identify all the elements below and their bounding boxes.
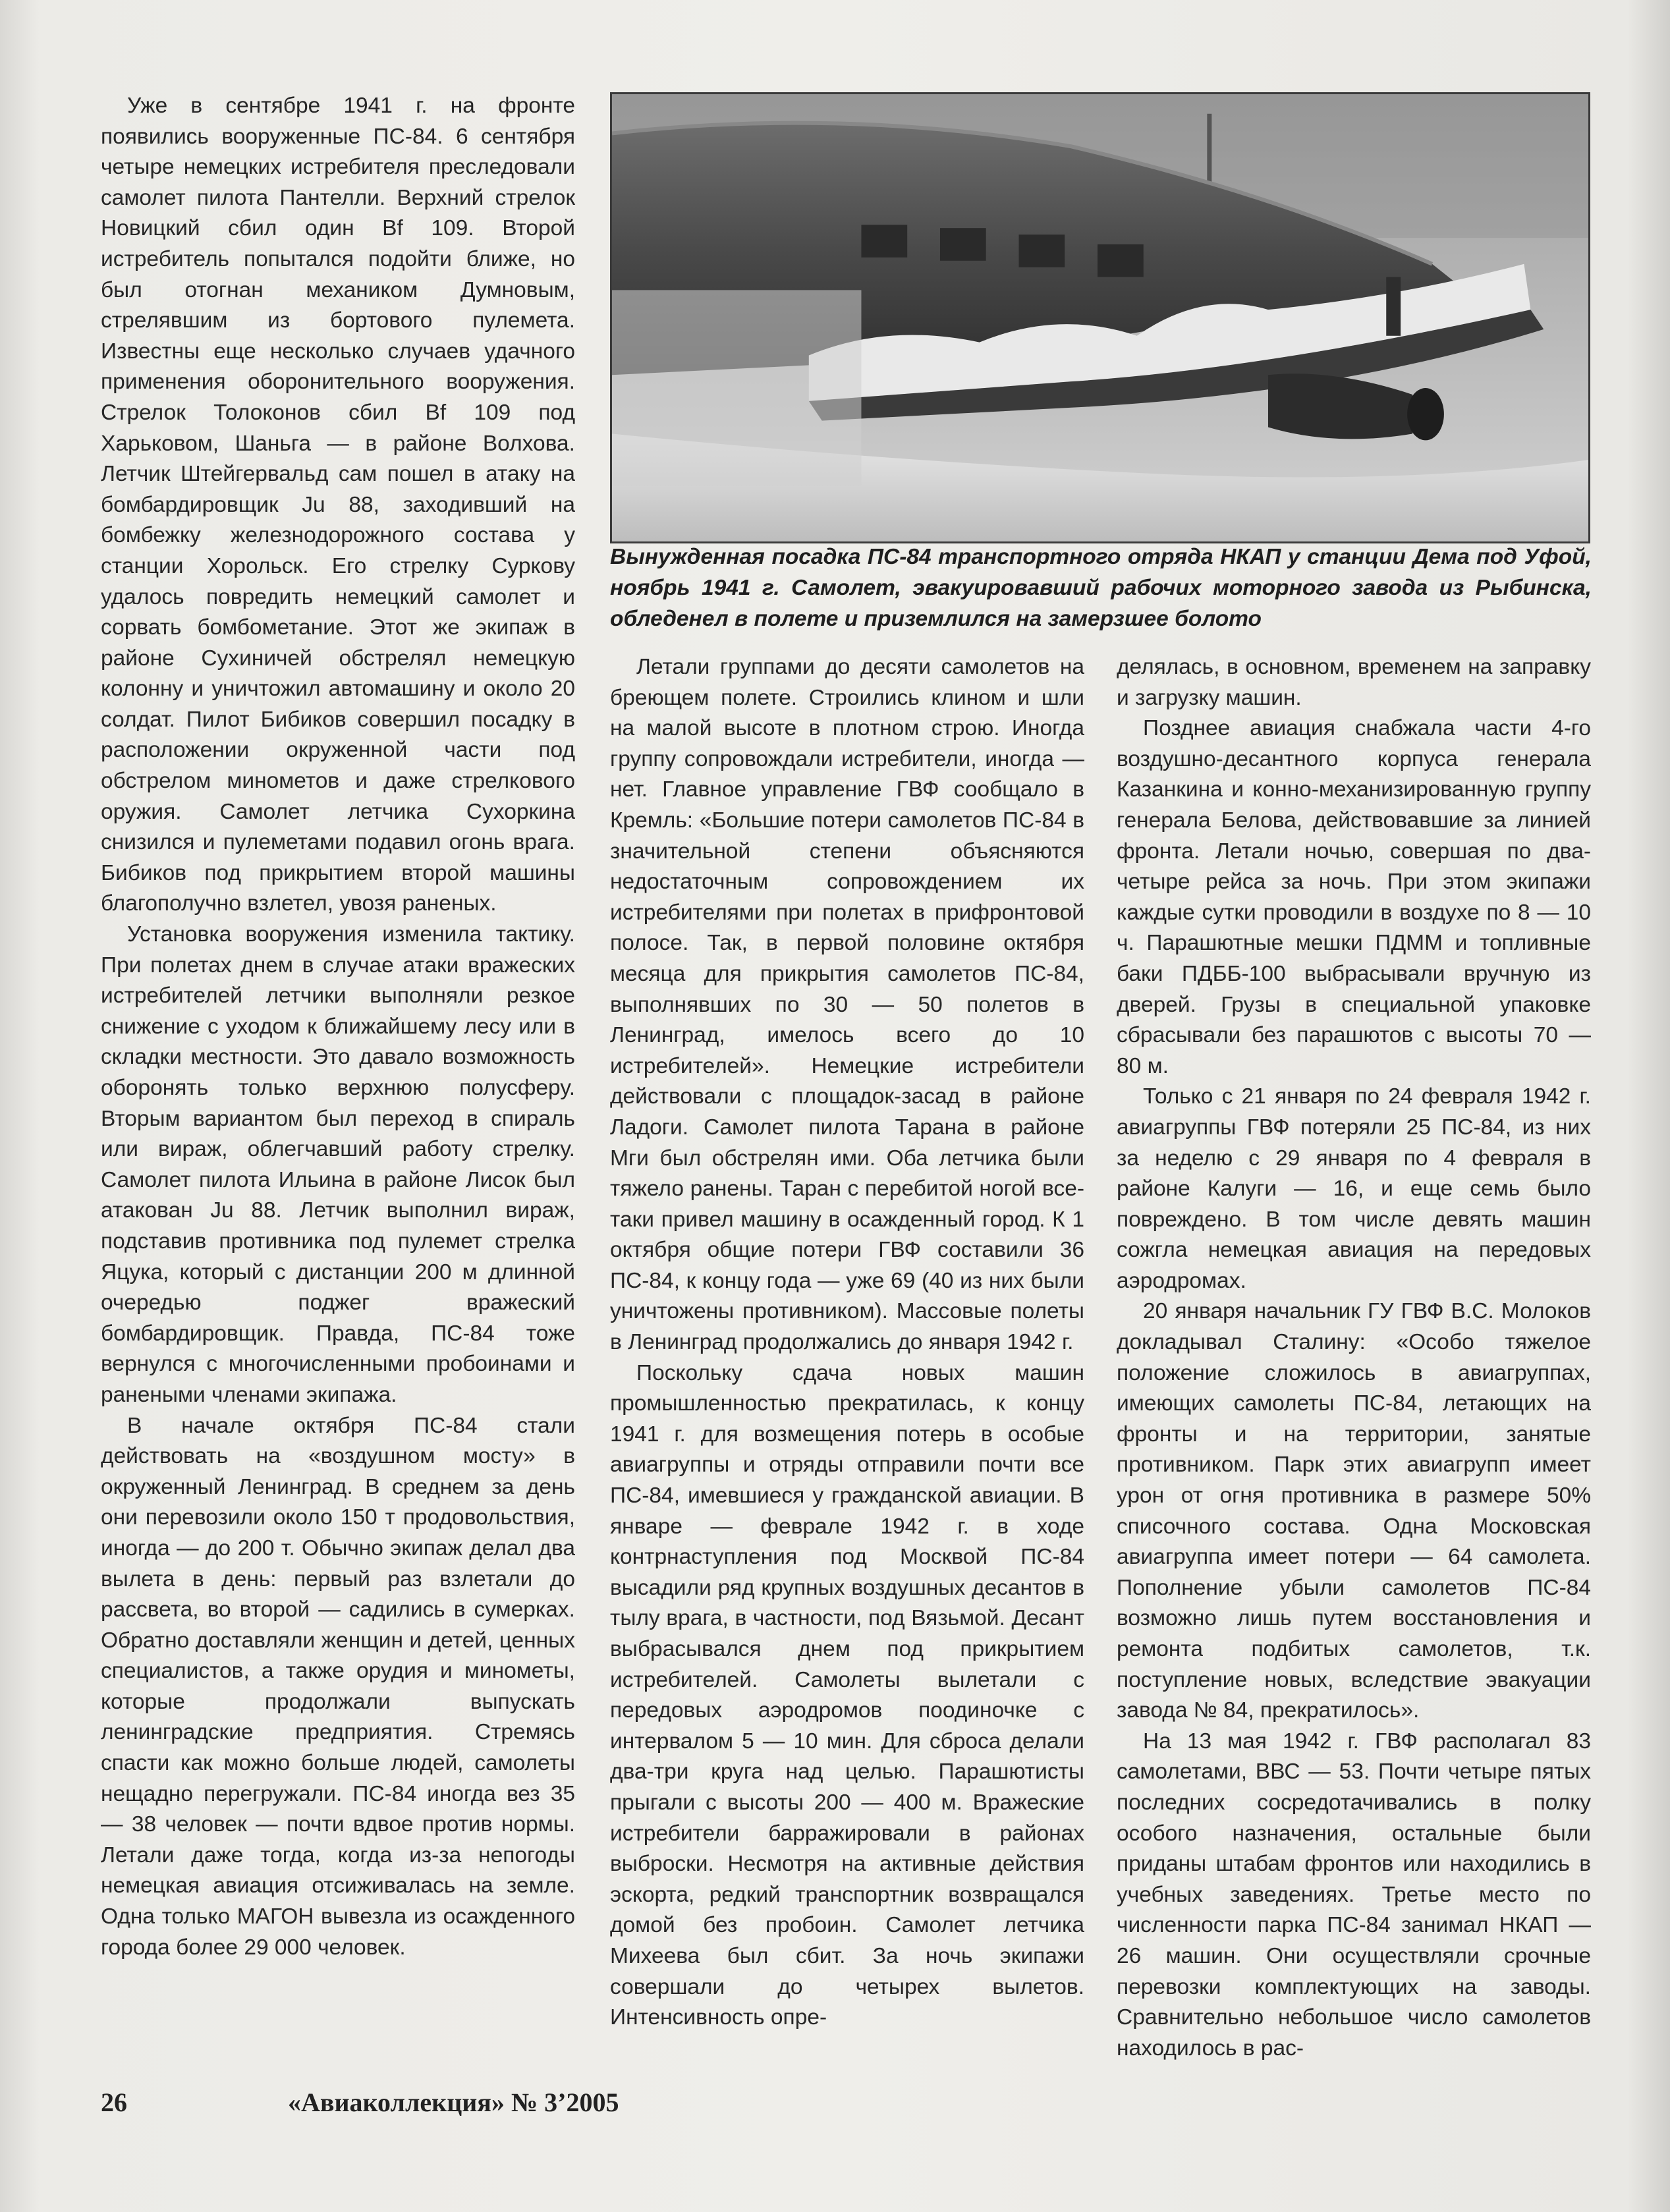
aircraft-photo	[610, 92, 1590, 543]
paragraph: Только с 21 января по 24 февраля 1942 г. авиагруппы ГВФ потеряли 25 ПС-84, из них за неделю с 29 января по 4 февраля в районе Калуги — 16, и еще семь было повреждено. В том числе девять машин сожгла немецкая авиация на передовых аэродромах.	[1117, 1084, 1591, 1293]
text-column-right	[1117, 652, 1591, 2064]
paragraph: Позднее авиация снабжала части 4-го воздушно-десантного корпуса генерала Казанкина и конно-механизированную группу генерала Белова, действовавшие за линией фронта. Летали ночью, совершая по два-четыре рейса за ночь. При этом экипажи каждые сутки проводили в воздухе по 8 — 10 ч. Парашютные мешки ПДММ и топливные баки ПДББ-100 выбрасывали вручную из дверей. Грузы в специальной упаковке сбрасывали без парашютов с высоты 70 — 80 м.	[1117, 716, 1591, 1078]
paragraph: 20 января начальник ГУ ГВФ В.С. Молоков докладывал Сталину: «Особо тяжелое положение сложилось в авиагруппах, имеющих самолеты ПС-84, летающих на фронты и на территории, занятые противником. Парк этих авиагрупп имеет урон от огня противника в размере 50% списочного состава. Одна Московская авиагруппа имеет потери — 64 самолета. Пополнение убыли самолетов ПС-84 возможно лишь путем восстановления и ремонта подбитых самолетов, т.к. поступление новых, вследствие эвакуации завода № 84, прекратилось».	[1117, 1299, 1591, 1723]
paragraph: Поскольку сдача новых машин промышленностью прекратилась, к концу 1941 г. для возмещения потерь в особые авиагруппы и отряды отправили почти все ПС-84, имевшиеся у гражданской авиации. В январе — феврале 1942 г. в ходе контрнаступления под Москвой ПС-84 высадили ряд крупных воздушных десантов в тылу врага, в частности, под Вязьмой. Десант выбрасывался днем под прикрытием истребителей. Самолеты вылетали с передовых аэродромов поодиночке с интервалом 5 — 10 мин. Для сброса делали два-три круга над целью. Парашютисты прыгали с высоты 200 — 400 м. Вражеские истребители барражировали в районах выброски. Несмотря на активные действия эскорта, редкий транспортник возвращался домой без пробоин. Самолет летчика Михеева был сбит. За ночь экипажи совершали до четырех вылетов. Интенсивность опре-	[610, 1360, 1084, 2030]
paragraph: делялась, в основном, временем на заправку и загрузку машин.	[1117, 655, 1591, 710]
paragraph: Уже в сентябре 1941 г. на фронте появились вооруженные ПС-84. 6 сентября четыре немецких истребителя преследовали самолет пилота Пантелли. Верхний стрелок Новицкий сбил один Bf 109. Второй истребитель попытался подойти ближе, но был отогнан механиком Думновым, стрелявшим из бортового пулемета. Известны еще несколько случаев удачного применения оборонительного вооружения. Стрелок Толоконов сбил Bf 109 под Харьковом, Шаньга — в районе Волхова. Летчик Штейгервальд сам пошел в атаку на бомбардировщик Ju 88, заходивший на бомбежку железнодорожного состава у станции Хорольск. Его стрелку Суркову удалось повредить немецкий самолет и сорвать бомбометание. Этот же экипаж в районе Сухиничей обстрелял немецкую колонну и уничтожил автомашину и около 20 солдат. Пилот Бибиков совершил посадку в расположении окруженной части под обстрелом минометов и даже стрелкового оружия. Самолет летчика Сухоркина снизился и пулеметами подавил огонь врага. Бибиков под прикрытием второй машины благополучно взлетел, увозя раненых.	[101, 94, 575, 916]
paragraph: Летали группами до десяти самолетов на бреющем полете. Строились клином и шли на малой высоте в плотном строю. Иногда группу сопровождали истребители, иногда — нет. Главное управление ГВФ сообщало в Кремль: «Большие потери самолетов ПС-84 в значительной степени объясняются недостаточным сопровождением их истребителями при полетах в прифронтовой полосе. Так, в первой половине октября месяца для прикрытия самолетов ПС-84, выполнявших по 30 — 50 полетов в Ленинград, имелось всего до 10 истребителей». Немецкие истребители действовали с площадок-засад в районе Ладоги. Самолет пилота Тарана в районе Мги был обстрелян ими. Оба летчика были тяжело ранены. Таран с перебитой ногой все-таки привел машину в осажденный город. К 1 октября общие потери ГВФ составили 36 ПС-84, к концу года — уже 69 (40 из них были уничтожены противником). Массовые полеты в Ленинград продолжались до января 1942 г.	[610, 655, 1084, 1355]
paragraph: На 13 мая 1942 г. ГВФ располагал 83 самолетами, ВВС — 53. Почти четыре пятых последних сосредотачивались в полку особого назначения, остальные были приданы штабам фронтов или находились в учебных заведениях. Третье место по численности парка ПС-84 занимал НКАП — 26 машин. Они осуществляли срочные перевозки комплектующих на заводы. Сравнительно небольшое число самолетов находилось в рас-	[1117, 1728, 1591, 2060]
journal-issue: «Авиаколлекция» № 3’2005	[288, 2088, 619, 2117]
page-footer	[101, 2087, 694, 2126]
page-number: 26	[101, 2088, 127, 2117]
text-column-left	[101, 91, 575, 1963]
text-column-middle	[610, 652, 1084, 2033]
photo-caption: Вынужденная посадка ПС-84 транспортного отряда НКАП у станции Дема под Уфой, ноябрь 1941 г. Самолет, эвакуировавший рабочих моторного завода из Рыбинска, обледенел в полете и приземлился на замерзшее болото	[610, 545, 1592, 631]
aircraft-photo-image	[612, 94, 1588, 541]
paragraph: Установка вооружения изменила тактику. При полетах днем в случае атаки вражеских истребителей летчики выполняли резкое снижение с уходом к ближайшему лесу или в складки местности. Это давало возможность оборонять только верхнюю полусферу. Вторым вариантом был переход в спираль или вираж, облегчавший работу стрелку. Самолет пилота Ильина в районе Лисок был атакован Ju 88. Летчик выполнил вираж, подставив противника под пулемет стрелка Яцука, который с дистанции 200 м длинной очередью поджег вражеский бомбардировщик. Правда, ПС-84 тоже вернулся с многочисленными пробоинами и ранеными членами экипажа.	[101, 922, 575, 1407]
paragraph: В начале октября ПС-84 стали действовать на «воздушном мосту» в окруженный Ленинград. В среднем за день они перевозили около 150 т продовольствия, иногда — до 200 т. Обычно экипаж делал два вылета в день: первый раз взлетали до рассвета, во второй — садились в сумерках. Обратно доставляли женщин и детей, ценных специалистов, а также орудия и минометы, которые продолжали выпускать ленинградские предприятия. Стремясь спасти как можно больше людей, самолеты нещадно перегружали. ПС-84 иногда вез 35 — 38 человек — почти вдвое против нормы. Летали даже тогда, когда из-за непогоды немецкая авиация отсиживалась на земле. Одна только МАГОН вывезла из осажденного города более 29 000 человек.	[101, 1413, 575, 1960]
